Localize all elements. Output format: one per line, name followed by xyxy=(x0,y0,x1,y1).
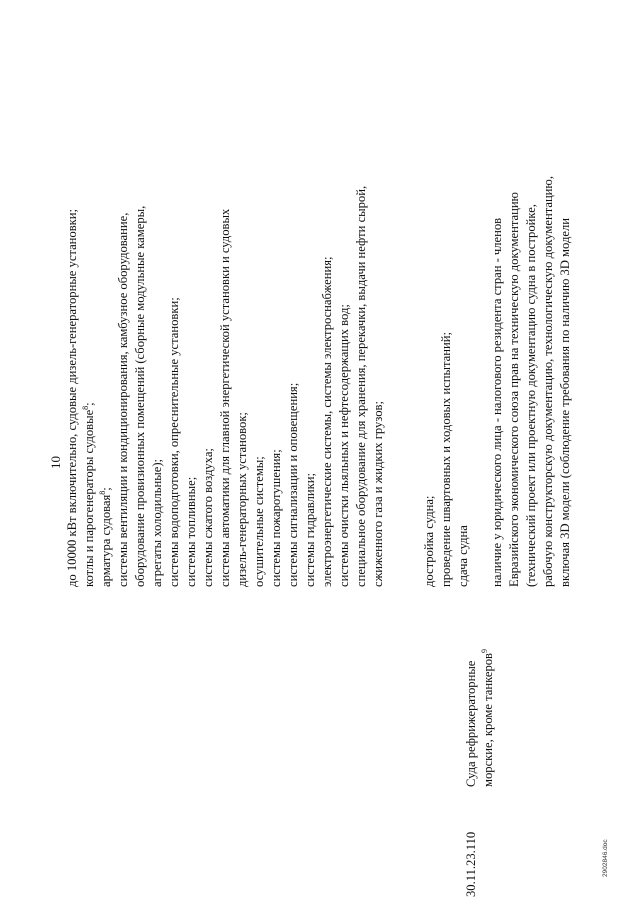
text-line xyxy=(200,2,217,587)
footnote-ref: 8 xyxy=(81,405,90,410)
text-line-content: котлы и парогенераторы судовые xyxy=(82,409,96,587)
requirements-text xyxy=(64,2,574,587)
text-line-content: достройка судна; xyxy=(422,495,436,587)
text-line xyxy=(489,2,506,587)
text-line-content: системы вентиляции и кондиционирования, камбузное оборудование, xyxy=(116,212,130,587)
document-id: 2902846.doc xyxy=(602,839,609,877)
text-line xyxy=(353,2,370,587)
text-line-content: рабочую конструкторскую документацию, технологическую документацию, xyxy=(541,176,555,587)
text-line-content: агрегаты холодильные); xyxy=(150,458,164,587)
page-number: 10 xyxy=(48,456,63,469)
text-line-content: системы гидравлики; xyxy=(303,473,317,587)
text-line-content: оборудование провизионных помещений (сборные модульные камеры, xyxy=(133,205,147,587)
text-line-punctuation: ; xyxy=(99,487,113,491)
text-line xyxy=(81,2,98,587)
text-line-content: системы пожаротушения; xyxy=(269,449,283,587)
text-line xyxy=(506,2,523,587)
text-line xyxy=(217,2,234,587)
text-line xyxy=(268,2,285,587)
text-line-content: арматура судовая xyxy=(99,494,113,587)
text-line-content: системы топливные; xyxy=(184,476,198,587)
text-line xyxy=(234,2,251,587)
okpd-code: 30.11.23.110 xyxy=(464,831,478,897)
text-line-content: до 10000 кВт включительно, судовые дизель-генераторные установки; xyxy=(65,209,79,587)
text-line xyxy=(438,2,455,587)
blank-line xyxy=(472,2,489,587)
text-line-content: электроэнергетические системы, системы электроснабжения; xyxy=(320,256,334,587)
text-line xyxy=(557,2,574,587)
text-line xyxy=(523,2,540,587)
text-line-content: наличие у юридического лица - налогового резидента стран - членов xyxy=(490,217,504,587)
blank-line xyxy=(404,2,421,587)
product-name-line2 xyxy=(480,627,497,787)
text-line xyxy=(455,2,472,587)
text-line xyxy=(166,2,183,587)
product-name xyxy=(463,627,497,787)
text-line-content: системы автоматики для главной энергетической установки и судовых xyxy=(218,208,232,587)
product-name-line2-text: морские, кроме танкеров xyxy=(481,653,495,787)
text-line xyxy=(285,2,302,587)
text-line-content: осушительные системы; xyxy=(252,456,266,587)
text-line xyxy=(64,2,81,587)
text-line xyxy=(149,2,166,587)
text-line-content: системы сжатого воздуха; xyxy=(201,448,215,587)
text-line-content: сжиженного газа и жидких грузов; xyxy=(371,401,385,587)
text-line xyxy=(183,2,200,587)
text-line-content: специальное оборудование для хранения, перекачки, выдачи нефти сырой, xyxy=(354,185,368,587)
text-line-content: дизель-генераторных установок; xyxy=(235,412,249,587)
footnote-ref: 9 xyxy=(480,649,489,653)
text-line-content: включая 3D модели (соблюдение требования по наличию 3D модели xyxy=(558,218,572,587)
text-line xyxy=(302,2,319,587)
blank-line xyxy=(387,2,404,587)
text-line-content: сдача судна xyxy=(456,525,470,587)
product-name-line1: Суда рефрижераторные xyxy=(464,660,478,787)
text-line xyxy=(98,2,115,587)
text-line xyxy=(251,2,268,587)
text-line xyxy=(421,2,438,587)
text-line xyxy=(540,2,557,587)
footnote-ref: 8 xyxy=(98,490,107,495)
text-line-content: Евразийского экономического союза прав на техническую документацию xyxy=(507,192,521,587)
text-line-content: системы очистки льяльных и нефтесодержащих вод; xyxy=(337,304,351,587)
text-line xyxy=(370,2,387,587)
text-line xyxy=(336,2,353,587)
text-line xyxy=(132,2,149,587)
text-line-content: системы сигнализации и оповещения; xyxy=(286,382,300,587)
text-line xyxy=(319,2,336,587)
text-line-content: (технический проект или проектную документацию судна в постройке, xyxy=(524,204,538,587)
text-line-punctuation: ; xyxy=(82,402,96,406)
text-line-content: проведение швартовных и ходовых испытаний; xyxy=(439,332,453,587)
text-line-content: системы водоподготовки, опреснительные установки; xyxy=(167,297,181,587)
text-line xyxy=(115,2,132,587)
